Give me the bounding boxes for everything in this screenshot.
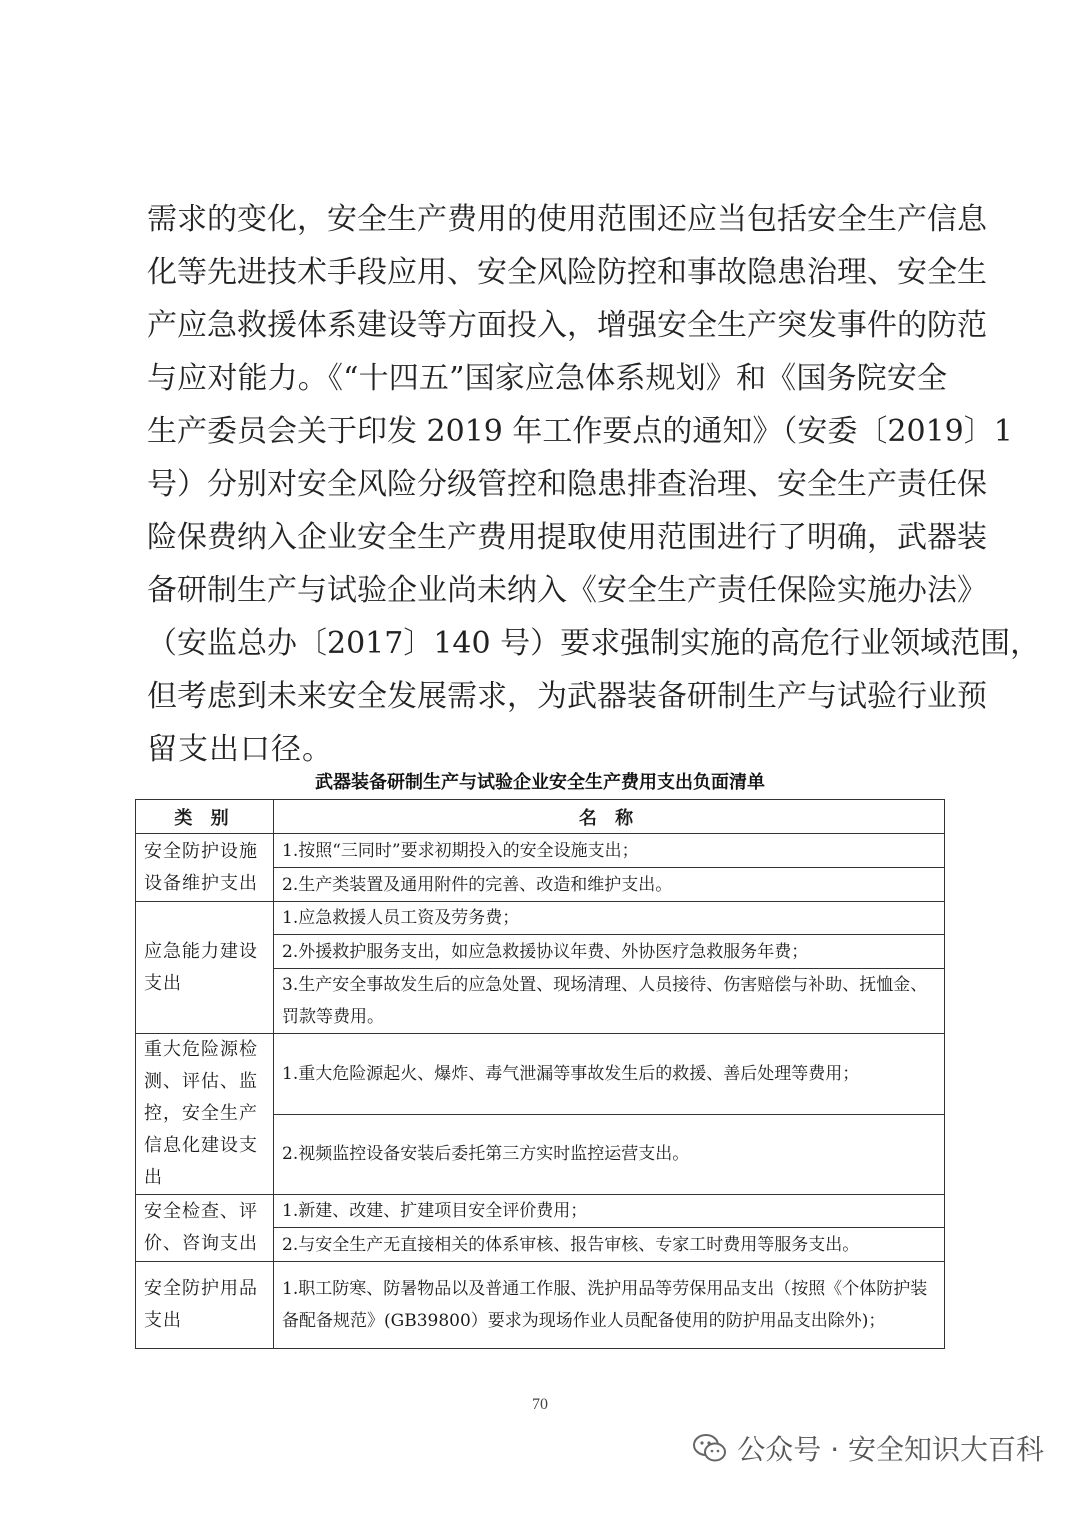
item-cell: 2.视频监控设备安装后委托第三方实时监控运营支出。 [274, 1114, 945, 1195]
category-cell: 安全防护用品支出 [136, 1262, 274, 1349]
table-row [136, 1034, 945, 1115]
item-cell: 1.按照“三同时”要求初期投入的安全设施支出； [274, 834, 945, 868]
category-cell: 安全防护设施设备维护支出 [136, 834, 274, 902]
watermark-text: 公众号 · 安全知识大百科 [737, 1433, 1044, 1466]
table-title: 武器装备研制生产与试验企业安全生产费用支出负面清单 [315, 772, 765, 793]
header-name: 名 称 [274, 800, 945, 834]
table-header-row [136, 800, 945, 834]
paragraph-line: 化等先进技术手段应用、安全风险防控和事故隐患治理、安全生 [147, 255, 987, 290]
table-row [136, 1262, 945, 1349]
item-cell: 1.重大危险源起火、爆炸、毒气泄漏等事故发生后的救援、善后处理等费用； [274, 1034, 945, 1115]
table-row [136, 1195, 945, 1228]
category-cell: 重大危险源检测、评估、监控，安全生产信息化建设支出 [136, 1034, 274, 1195]
paragraph-line: （安监总办〔2017〕140 号）要求强制实施的高危行业领域范围， [147, 626, 1041, 661]
paragraph-line: 产应急救援体系建设等方面投入，增强安全生产突发事件的防范 [147, 308, 987, 343]
page-number: 70 [532, 1396, 548, 1413]
paragraph-line: 号）分别对安全风险分级管控和隐患排查治理、安全生产责任保 [147, 467, 987, 502]
paragraph-line: 留支出口径。 [147, 732, 333, 767]
paragraph-line: 但考虑到未来安全发展需求，为武器装备研制生产与试验行业预 [147, 679, 987, 714]
table-row [136, 902, 945, 935]
body-paragraph [147, 193, 1041, 776]
table-row [136, 834, 945, 868]
category-cell: 应急能力建设支出 [136, 902, 274, 1034]
category-cell: 安全检查、评价、咨询支出 [136, 1195, 274, 1262]
item-cell: 2.外援救护服务支出，如应急救援协议年费、外协医疗急救服务年费； [274, 935, 945, 969]
item-cell: 1.应急救援人员工资及劳务费； [274, 902, 945, 935]
paragraph-line: 险保费纳入企业安全生产费用提取使用范围进行了明确，武器装 [147, 520, 987, 555]
paragraph-line: 需求的变化，安全生产费用的使用范围还应当包括安全生产信息 [147, 202, 987, 237]
expense-table [135, 799, 945, 1349]
item-cell: 3.生产安全事故发生后的应急处置、现场清理、人员接待、伤害赔偿与补助、抚恤金、罚款等费用。 [274, 969, 945, 1034]
paragraph-line: 生产委员会关于印发 2019 年工作要点的通知》（安委〔2019〕1 [147, 414, 1013, 449]
paragraph-line: 备研制生产与试验企业尚未纳入《安全生产责任保险实施办法》 [147, 573, 987, 608]
item-cell: 1.职工防寒、防暑物品以及普通工作服、洗护用品等劳保用品支出（按照《个体防护装备配备规范》(GB39800）要求为现场作业人员配备使用的防护用品支出除外)； [274, 1262, 945, 1349]
item-cell: 2.与安全生产无直接相关的体系审核、报告审核、专家工时费用等服务支出。 [274, 1228, 945, 1262]
watermark [693, 1428, 1044, 1468]
wechat-icon [693, 1433, 727, 1463]
item-cell: 2.生产类装置及通用附件的完善、改造和维护支出。 [274, 868, 945, 902]
paragraph-line: 与应对能力。《“十四五”国家应急体系规划》和《国务院安全 [147, 361, 947, 396]
item-cell: 1.新建、改建、扩建项目安全评价费用； [274, 1195, 945, 1228]
header-category: 类 别 [136, 800, 274, 834]
